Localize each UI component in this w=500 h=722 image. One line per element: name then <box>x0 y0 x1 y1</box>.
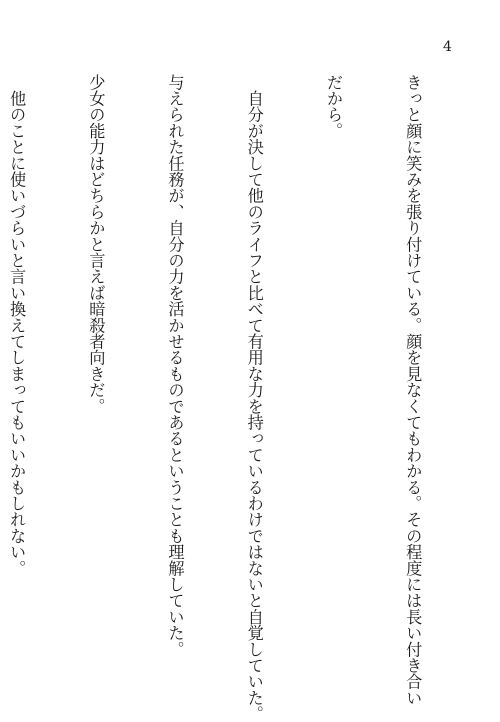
text-line: 与えられた任務が、自分の力を活かせるものであるということも理解していた。 <box>165 74 185 658</box>
text-line: 少女の能力はどちらかと言えば暗殺者向きだ。 <box>86 74 106 415</box>
vertical-text-body <box>7 74 478 722</box>
text-line: きっと顔に笑みを張り付けている。顔を見なくてもわかる。その程度には長い付き合い <box>403 74 423 706</box>
text-line: 自分が決して他のライフと比べて有用な力を持っているわけではないと自覚していた。 <box>244 74 264 722</box>
text-line: だから。 <box>323 74 343 139</box>
page-number: 4 <box>443 39 452 55</box>
text-line: 他のことに使いづらいと言い換えてしまってもいいかもしれない。 <box>7 74 27 577</box>
